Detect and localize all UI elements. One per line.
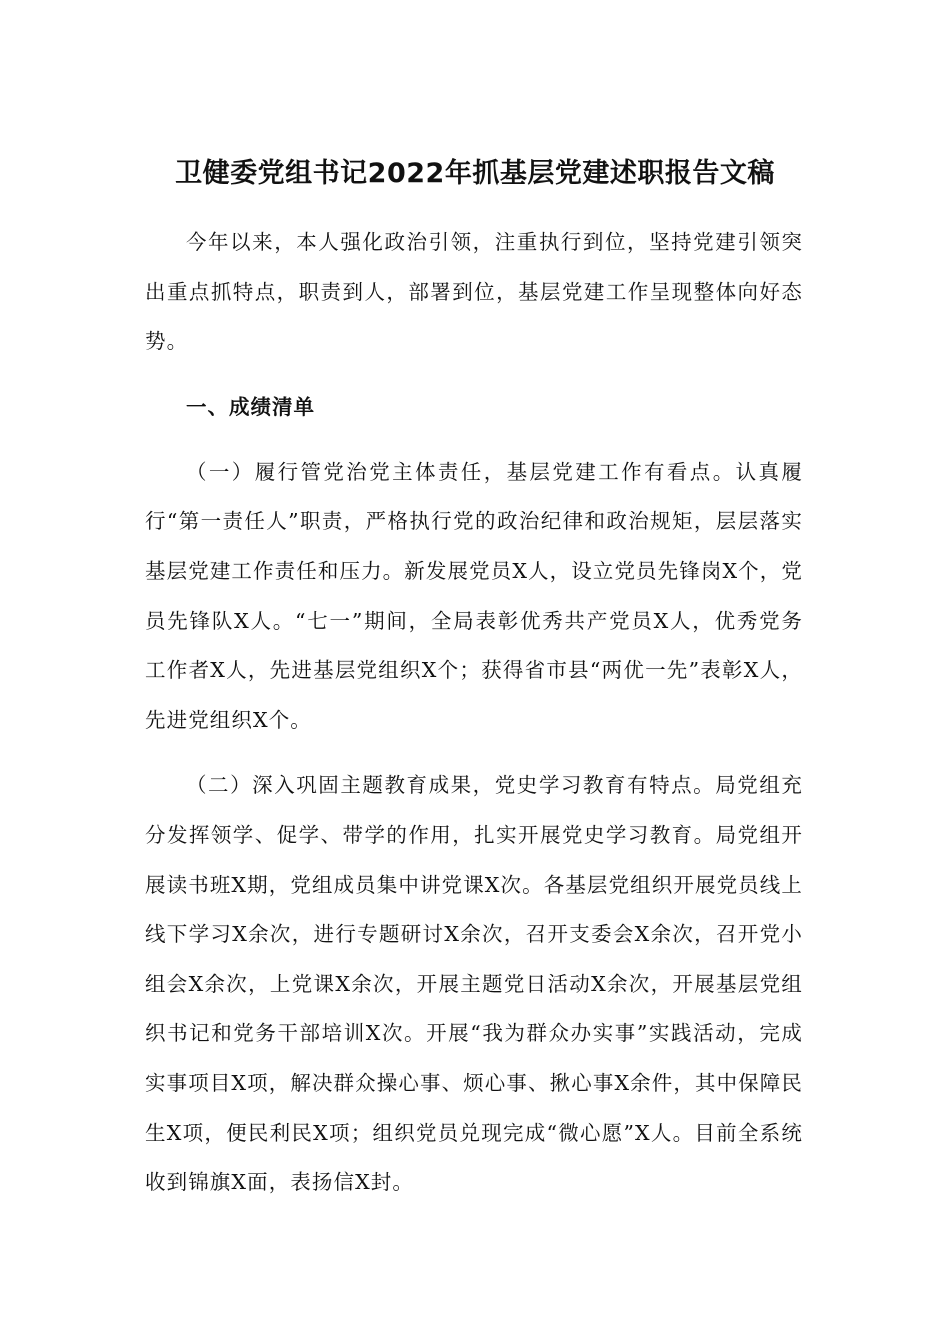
document-title: 卫健委党组书记2022年抓基层党建述职报告文稿 [175, 158, 775, 189]
document-body [145, 218, 803, 1208]
section-paragraph-2: （二）深入巩固主题教育成果，党史学习教育有特点。局党组充分发挥领学、促学、带学的作用，扎实开展党史学习教育。局党组开展读书班X期，党组成员集中讲党课X次。各基层党组织开展党员线上线下学习X余次，进行专题研讨X余次，召开支委会X余次，召开党小组会X余次，上党课X余次，开展主题党日活动X余次，开展基层党组织书记和党务干部培训X次。开展“我为群众办实事”实践活动，完成实事项目X项，解决群众操心事、烦心事、揪心事X余件，其中保障民生X项，便民利民X项；组织党员兑现完成“微心愿”X人。目前全系统收到锦旗X面，表扬信X封。 [145, 773, 803, 1195]
intro-paragraph: 今年以来，本人强化政治引领，注重执行到位，坚持党建引领突出重点抓特点，职责到人，部署到位，基层党建工作呈现整体向好态势。 [145, 230, 803, 354]
section-paragraph-1: （一）履行管党治党主体责任，基层党建工作有看点。认真履行“第一责任人”职责，严格执行党的政治纪律和政治规矩，层层落实基层党建工作责任和压力。新发展党员X人，设立党员先锋岗X个，党员先锋队X人。“七一”期间，全局表彰优秀共产党员X人，优秀党务工作者X人，先进基层党组织X个；获得省市县“两优一先”表彰X人，先进党组织X个。 [145, 459, 803, 732]
section-heading: 一、成绩清单 [186, 394, 315, 419]
